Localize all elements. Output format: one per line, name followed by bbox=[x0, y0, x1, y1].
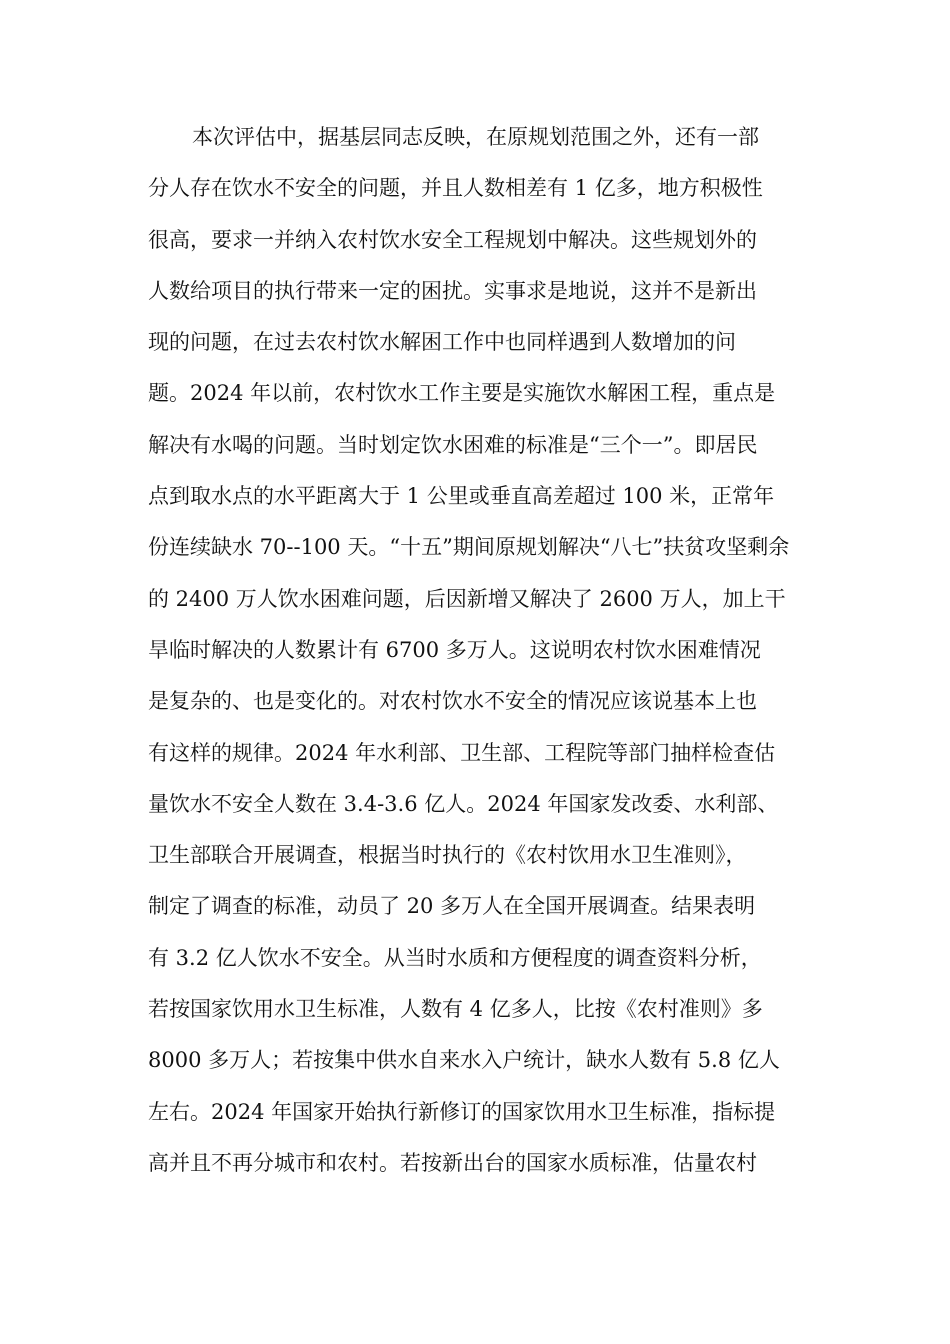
text-line: 本次评估中，据基层同志反映，在原规划范围之外，还有一部 bbox=[192, 125, 759, 149]
text-line: 旱临时解决的人数累计有 6700 多万人。这说明农村饮水困难情况 bbox=[148, 637, 761, 662]
text-line: 人数给项目的执行带来一定的困扰。实事求是地说，这并不是新出 bbox=[148, 278, 757, 303]
text-line: 量饮水不安全人数在 3.4-3.6 亿人。2024 年国家发改委、水利部、 bbox=[148, 791, 779, 816]
body-paragraph bbox=[148, 118, 808, 1195]
text-line: 很高，要求一并纳入农村饮水安全工程规划中解决。这些规划外的 bbox=[148, 227, 757, 252]
text-line: 有 3.2 亿人饮水不安全。从当时水质和方便程度的调查资料分析， bbox=[148, 945, 762, 970]
text-line: 若按国家饮用水卫生标准，人数有 4 亿多人，比按《农村准则》多 bbox=[148, 997, 763, 1022]
text-line: 有这样的规律。2024 年水利部、卫生部、工程院等部门抽样检查估 bbox=[148, 740, 776, 765]
text-line: 高并且不再分城市和农村。若按新出台的国家水质标准，估量农村 bbox=[148, 1150, 757, 1175]
text-line: 分人存在饮水不安全的问题，并且人数相差有 1 亿多，地方积极性 bbox=[148, 176, 763, 201]
text-line: 制定了调查的标准，动员了 20 多万人在全国开展调查。结果表明 bbox=[148, 894, 756, 919]
text-line: 点到取水点的水平距离大于 1 公里或垂直高差超过 100 米，正常年 bbox=[148, 484, 775, 509]
text-line: 份连续缺水 70--100 天。“十五”期间原规划解决“八七”扶贫攻坚剩余 bbox=[148, 535, 790, 560]
text-line: 是复杂的、也是变化的。对农村饮水不安全的情况应该说基本上也 bbox=[148, 689, 757, 714]
text-line: 解决有水喝的问题。当时划定饮水困难的标准是“三个一”。即居民 bbox=[148, 432, 758, 457]
text-line: 题。2024 年以前，农村饮水工作主要是实施饮水解困工程，重点是 bbox=[148, 381, 776, 406]
text-line: 现的问题，在过去农村饮水解困工作中也同样遇到人数增加的问 bbox=[148, 330, 736, 355]
text-line: 的 2400 万人饮水困难问题，后因新增又解决了 2600 万人，加上干 bbox=[148, 586, 786, 611]
text-line: 卫生部联合开展调查，根据当时执行的《农村饮用水卫生准则》， bbox=[148, 843, 747, 868]
text-line: 8000 多万人；若按集中供水自来水入户统计，缺水人数有 5.8 亿人 bbox=[148, 1048, 780, 1073]
text-line: 左右。2024 年国家开始执行新修订的国家饮用水卫生标准，指标提 bbox=[148, 1099, 776, 1124]
